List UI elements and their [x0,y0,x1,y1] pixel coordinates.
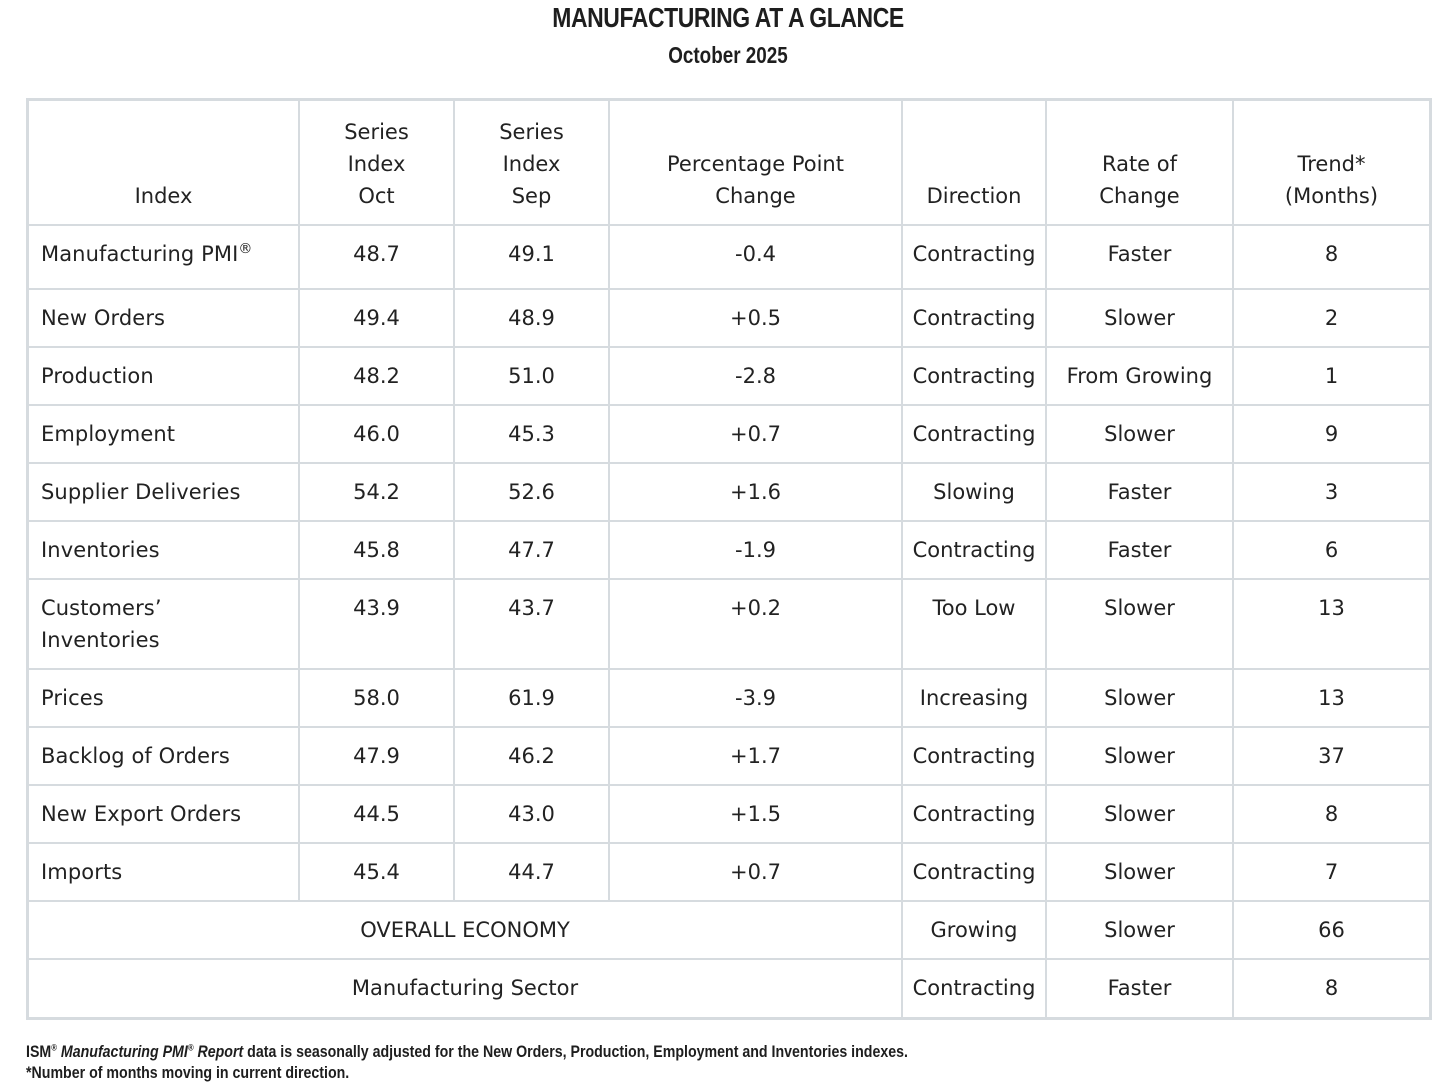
registered-mark: ® [238,241,253,257]
summary-trend: 66 [1233,901,1429,959]
row-oct-value: 48.7 [299,225,454,289]
row-rate: Slower [1046,785,1233,843]
row-change-value: -2.8 [609,347,902,405]
row-direction: Contracting [902,727,1046,785]
header-oct-line-1: Series [344,120,409,144]
row-trend: 37 [1233,727,1429,785]
row-direction: Contracting [902,225,1046,289]
row-oct-value: 43.9 [299,579,454,669]
footnote-line-2: *Number of months moving in current direction. [26,1064,350,1082]
row-trend: 8 [1233,225,1429,289]
row-trend: 1 [1233,347,1429,405]
row-sep-value: 52.6 [454,463,609,521]
summary-label: OVERALL ECONOMY [29,901,902,959]
row-sep-value: 51.0 [454,347,609,405]
footnote-line-1-text: data is seasonally adjusted for the New Orders, Production, Employment and Inventories indexes. [247,1043,908,1061]
row-change-value: -3.9 [609,669,902,727]
row-index-name: Production [29,347,299,405]
row-rate: Slower [1046,405,1233,463]
row-change-value: +0.7 [609,405,902,463]
header-index [29,101,299,225]
summary-rate: Faster [1046,959,1233,1017]
row-direction: Contracting [902,289,1046,347]
table-row [29,347,1429,405]
header-sep-line-1: Series [499,120,564,144]
footnote-ism: ISM [26,1043,52,1061]
header-oct-line-3: Oct [358,184,395,208]
header-direction-label: Direction [926,184,1022,208]
header-trend-line-2: (Months) [1284,184,1379,208]
row-oct-value: 54.2 [299,463,454,521]
row-direction: Contracting [902,521,1046,579]
row-index-name: Customers’ Inventories [29,579,299,669]
row-trend: 6 [1233,521,1429,579]
row-change-value: +1.6 [609,463,902,521]
row-index-name: Backlog of Orders [29,727,299,785]
header-change-line-1: Percentage Point [667,152,844,176]
row-sep-value: 61.9 [454,669,609,727]
header-sep-line-2: Index [502,152,561,176]
footnote-line-1 [26,1042,908,1063]
row-sep-value: 43.7 [454,579,609,669]
table-row [29,289,1429,347]
header-series-sep [454,101,609,225]
page-subtitle: October 2025 [668,42,788,68]
row-sep-value: 43.0 [454,785,609,843]
row-oct-value: 44.5 [299,785,454,843]
row-direction: Contracting [902,405,1046,463]
row-change-value: -1.9 [609,521,902,579]
row-oct-value: 58.0 [299,669,454,727]
row-sep-value: 48.9 [454,289,609,347]
row-trend: 9 [1233,405,1429,463]
table-row [29,463,1429,521]
header-direction [902,101,1046,225]
header-trend-line-1: Trend* [1297,152,1366,176]
row-index-name: New Orders [29,289,299,347]
row-trend: 13 [1233,579,1429,669]
footnote-report-title [61,1043,243,1061]
row-rate: Faster [1046,463,1233,521]
table-row [29,579,1429,669]
page-title: MANUFACTURING AT A GLANCE [552,2,904,33]
row-oct-value: 49.4 [299,289,454,347]
table-body [29,225,1429,1017]
footnote-report-title-b: Report [197,1043,244,1061]
row-sep-value: 49.1 [454,225,609,289]
row-direction: Contracting [902,785,1046,843]
row-index-name: Inventories [29,521,299,579]
row-direction: Increasing [902,669,1046,727]
row-trend: 3 [1233,463,1429,521]
row-change-value: +0.2 [609,579,902,669]
header-index-label: Index [134,184,193,208]
footnote [26,1042,908,1084]
header-rate-line-2: Change [1099,184,1180,208]
row-direction: Slowing [902,463,1046,521]
row-index-name [29,225,299,289]
row-oct-value: 47.9 [299,727,454,785]
summary-direction: Contracting [902,959,1046,1017]
summary-row-overall-economy [29,901,1429,959]
row-index-name: Imports [29,843,299,901]
header-sep-line-3: Sep [511,184,552,208]
row-sep-value: 46.2 [454,727,609,785]
row-oct-value: 45.4 [299,843,454,901]
row-oct-value: 48.2 [299,347,454,405]
row-index-text: Manufacturing PMI [41,242,239,266]
header-rate-line-1: Rate of [1101,152,1178,176]
row-rate: Faster [1046,225,1233,289]
row-trend: 13 [1233,669,1429,727]
row-change-value: +1.7 [609,727,902,785]
summary-row-manufacturing-sector [29,959,1429,1017]
table-row [29,405,1429,463]
row-rate: From Growing [1046,347,1233,405]
row-rate: Faster [1046,521,1233,579]
row-index-name: Employment [29,405,299,463]
row-change-value: +0.7 [609,843,902,901]
row-trend: 2 [1233,289,1429,347]
header-row [29,101,1429,225]
row-rate: Slower [1046,843,1233,901]
header-rate [1046,101,1233,225]
row-sep-value: 44.7 [454,843,609,901]
glance-table [29,101,1429,1017]
row-sep-value: 45.3 [454,405,609,463]
footnote-report-title-a: Manufacturing PMI [60,1043,188,1061]
table-row [29,521,1429,579]
header-trend [1233,101,1429,225]
row-sep-value: 47.7 [454,521,609,579]
row-rate: Slower [1046,579,1233,669]
row-rate: Slower [1046,727,1233,785]
row-direction: Contracting [902,843,1046,901]
row-index-name: New Export Orders [29,785,299,843]
row-rate: Slower [1046,289,1233,347]
glance-table-container [26,98,1432,1020]
row-index-name: Prices [29,669,299,727]
table-row [29,225,1429,289]
table-row [29,843,1429,901]
header-oct-line-2: Index [347,152,406,176]
row-change-value: +1.5 [609,785,902,843]
header-change [609,101,902,225]
table-row [29,727,1429,785]
summary-direction: Growing [902,901,1046,959]
summary-rate: Slower [1046,901,1233,959]
row-direction: Too Low [902,579,1046,669]
registered-mark: ® [51,1042,57,1053]
row-oct-value: 46.0 [299,405,454,463]
row-rate: Slower [1046,669,1233,727]
row-change-value: -0.4 [609,225,902,289]
table-row [29,785,1429,843]
header-series-oct [299,101,454,225]
summary-trend: 8 [1233,959,1429,1017]
row-trend: 8 [1233,785,1429,843]
summary-label: Manufacturing Sector [29,959,902,1017]
header-change-line-2: Change [715,184,796,208]
row-trend: 7 [1233,843,1429,901]
row-index-name: Supplier Deliveries [29,463,299,521]
row-direction: Contracting [902,347,1046,405]
registered-mark: ® [187,1042,194,1053]
row-change-value: +0.5 [609,289,902,347]
table-row [29,669,1429,727]
row-oct-value: 45.8 [299,521,454,579]
